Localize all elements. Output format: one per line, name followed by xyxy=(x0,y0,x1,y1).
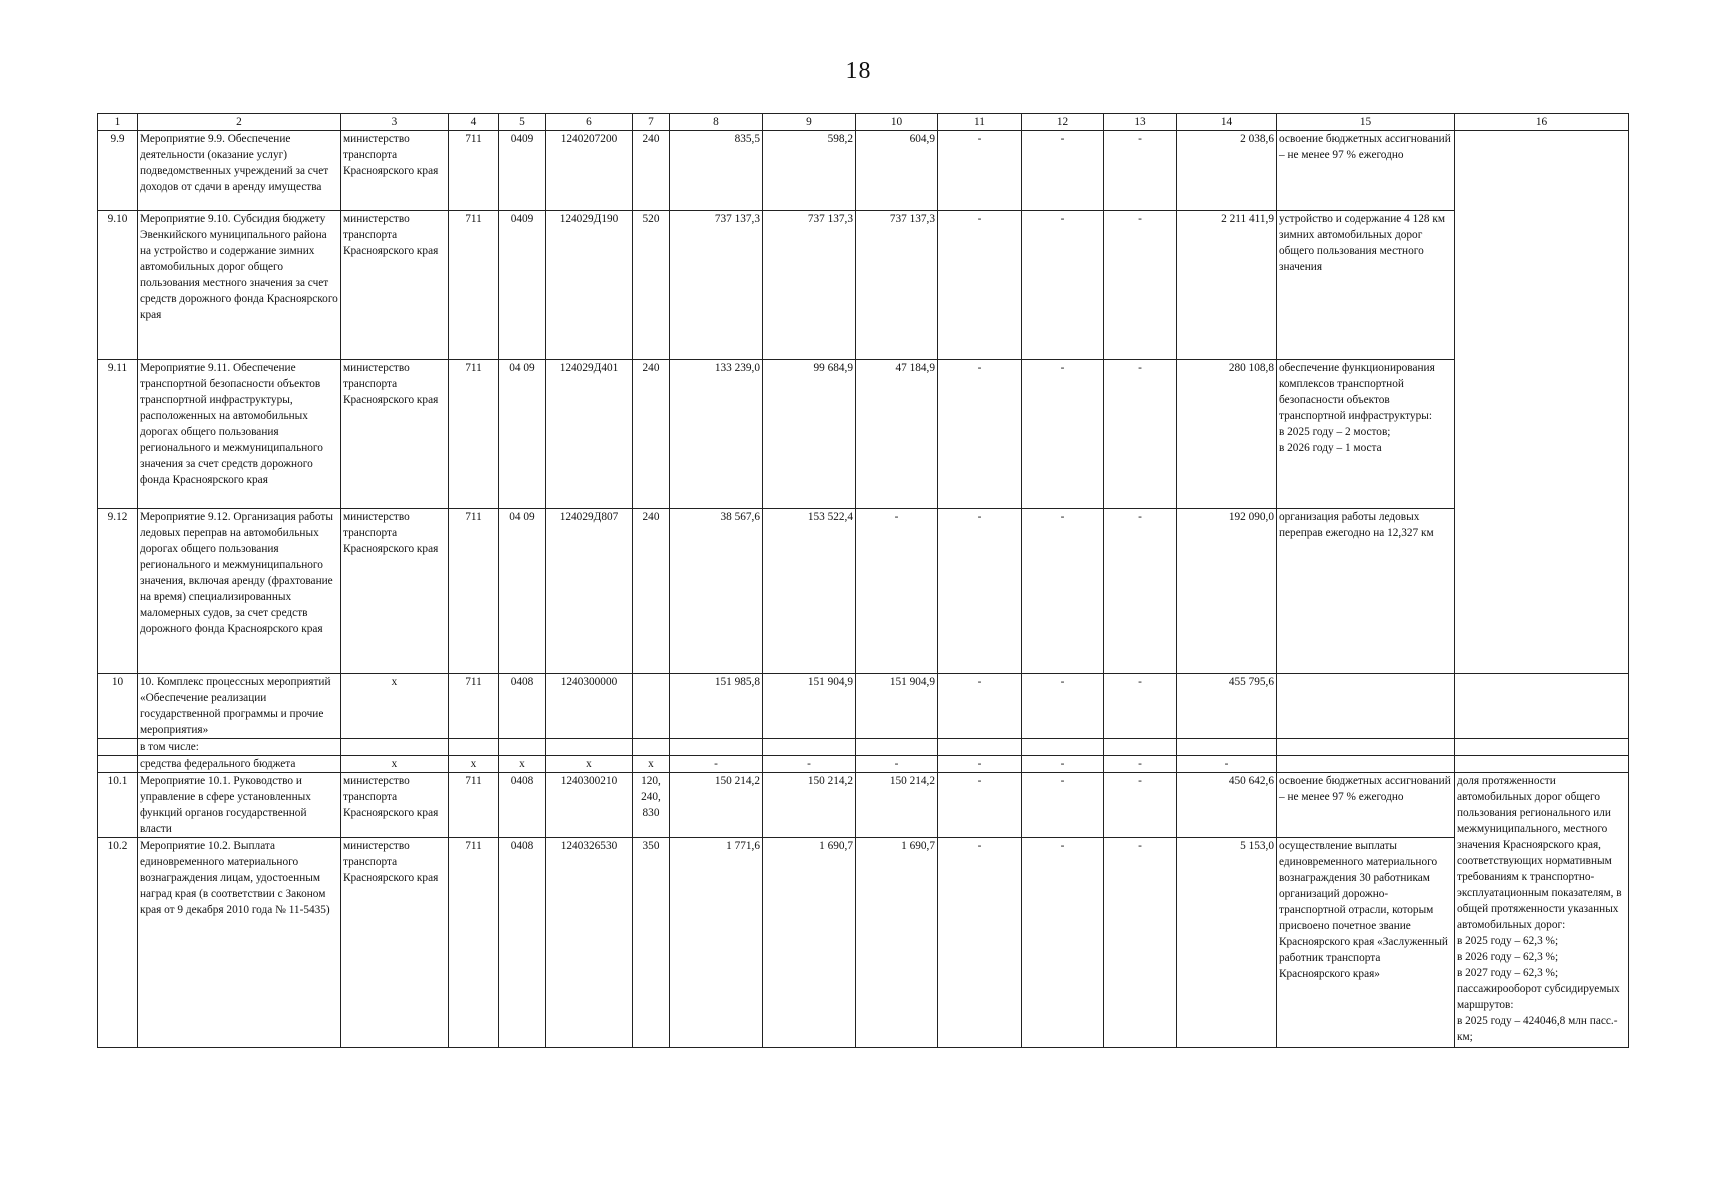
row-number xyxy=(98,756,138,773)
cell xyxy=(1277,739,1455,756)
activity-name: Мероприятие 10.2. Выплата единовременного материального вознаграждения лицам, удостоенным наград края (в соответствии с Законом края от 9 декабря 2010 года № 11-5435) xyxy=(138,838,341,1048)
responsible-executor: министерство транспорта Красноярского края xyxy=(341,131,449,211)
target-article-code: 1240326530 xyxy=(546,838,633,1048)
amount-col-13: - xyxy=(1104,131,1177,211)
grbs-code: 711 xyxy=(449,360,499,509)
indicator-cell xyxy=(1455,674,1629,739)
grbs-code: 711 xyxy=(449,773,499,838)
amount-2025: 1 771,6 xyxy=(670,838,763,1048)
amount-col-11: - xyxy=(938,509,1022,674)
amount-total: 455 795,6 xyxy=(1177,674,1277,739)
section-code: 0409 xyxy=(499,211,546,360)
amount-2026: 737 137,3 xyxy=(763,211,856,360)
column-header: 14 xyxy=(1177,114,1277,131)
amount-col-13: - xyxy=(1104,211,1177,360)
expected-result xyxy=(1277,674,1455,739)
amount-total: 192 090,0 xyxy=(1177,509,1277,674)
amount-col-12: - xyxy=(1022,674,1104,739)
activity-name: Мероприятие 9.9. Обеспечение деятельности (оказание услуг) подведомственных учреждений за счет доходов от сдачи в аренду имущества xyxy=(138,131,341,211)
amount-col-12: - xyxy=(1022,773,1104,838)
target-article-code: 124029Д807 xyxy=(546,509,633,674)
row-number xyxy=(98,739,138,756)
table-row xyxy=(98,838,1629,1048)
section-code: 0408 xyxy=(499,773,546,838)
grbs-code: 711 xyxy=(449,211,499,360)
target-article-code: 1240300210 xyxy=(546,773,633,838)
column-header: 11 xyxy=(938,114,1022,131)
expected-result: устройство и содержание 4 128 км зимних автомобильных дорог общего пользования местного значения xyxy=(1277,211,1455,360)
cell xyxy=(449,739,499,756)
page-number: 18 xyxy=(845,58,872,84)
row-number: 9.9 xyxy=(98,131,138,211)
column-header: 9 xyxy=(763,114,856,131)
expected-result: освоение бюджетных ассигнований – не менее 97 % ежегодно xyxy=(1277,773,1455,838)
section-code: 0409 xyxy=(499,131,546,211)
activity-name: 10. Комплекс процессных мероприятий «Обеспечение реализации государственной программы и прочие мероприятия» xyxy=(138,674,341,739)
amount-col-11: - xyxy=(938,674,1022,739)
cell xyxy=(633,739,670,756)
amount-col-11: - xyxy=(938,131,1022,211)
amount-total: 280 108,8 xyxy=(1177,360,1277,509)
amount-2027: 604,9 xyxy=(856,131,938,211)
cell: - xyxy=(763,756,856,773)
grbs-code: 711 xyxy=(449,674,499,739)
cell: х xyxy=(499,756,546,773)
column-header: 3 xyxy=(341,114,449,131)
expected-result: освоение бюджетных ассигнований – не менее 97 % ежегодно xyxy=(1277,131,1455,211)
column-header: 12 xyxy=(1022,114,1104,131)
cell xyxy=(670,739,763,756)
cell xyxy=(763,739,856,756)
row-number: 10.2 xyxy=(98,838,138,1048)
cell xyxy=(1177,739,1277,756)
amount-2026: 598,2 xyxy=(763,131,856,211)
expense-type-code: 520 xyxy=(633,211,670,360)
cell: - xyxy=(1022,756,1104,773)
section-code: 0408 xyxy=(499,674,546,739)
table-row xyxy=(98,131,1629,211)
responsible-executor: министерство транспорта Красноярского края xyxy=(341,211,449,360)
responsible-executor: министерство транспорта Красноярского края xyxy=(341,509,449,674)
cell: х xyxy=(546,756,633,773)
expense-type-code: 350 xyxy=(633,838,670,1048)
table-row xyxy=(98,773,1629,838)
amount-col-11: - xyxy=(938,360,1022,509)
column-number-row xyxy=(98,114,1629,131)
target-article-code: 1240207200 xyxy=(546,131,633,211)
amount-2025: 150 214,2 xyxy=(670,773,763,838)
amount-2027: 47 184,9 xyxy=(856,360,938,509)
table-row xyxy=(98,674,1629,739)
amount-2025: 38 567,6 xyxy=(670,509,763,674)
row-number: 9.10 xyxy=(98,211,138,360)
cell xyxy=(1455,756,1629,773)
amount-2027: 737 137,3 xyxy=(856,211,938,360)
indicator-block: доля протяженности автомобильных дорог общего пользования регионального или межмуниципального, местного значения Красноярского края, соответствующих нормативным требованиям к транспортно-эксплуатационным показателям, в общей протяженности указанных автомобильных дорог: в 2025 году – 62,3 %; в 2026 году – 62,3 %; в 2027 году – 62,3 %; пассажирооборот субсидируемых маршрутов: в 2025 году – 424046,8 млн пасс.-км; xyxy=(1455,773,1629,1048)
amount-2026: 153 522,4 xyxy=(763,509,856,674)
amount-2026: 99 684,9 xyxy=(763,360,856,509)
cell xyxy=(499,739,546,756)
column-header: 16 xyxy=(1455,114,1629,131)
cell xyxy=(1022,739,1104,756)
table-row xyxy=(98,509,1629,674)
activity-name: Мероприятие 9.11. Обеспечение транспортной безопасности объектов транспортной инфраструктуры, расположенных на автомобильных дорогах общего пользования регионального и межмуниципального значения за счет средств дорожного фонда Красноярского края xyxy=(138,360,341,509)
amount-total: 2 211 411,9 xyxy=(1177,211,1277,360)
target-article-code: 1240300000 xyxy=(546,674,633,739)
amount-total: 5 153,0 xyxy=(1177,838,1277,1048)
amount-2027: 151 904,9 xyxy=(856,674,938,739)
amount-col-11: - xyxy=(938,838,1022,1048)
column-header: 13 xyxy=(1104,114,1177,131)
activity-name: средства федерального бюджета xyxy=(138,756,341,773)
program-activities-table xyxy=(97,113,1629,1048)
amount-col-13: - xyxy=(1104,509,1177,674)
amount-total: 2 038,6 xyxy=(1177,131,1277,211)
column-header: 1 xyxy=(98,114,138,131)
amount-2025: 151 985,8 xyxy=(670,674,763,739)
amount-col-13: - xyxy=(1104,674,1177,739)
amount-col-12: - xyxy=(1022,360,1104,509)
cell xyxy=(938,739,1022,756)
row-number: 9.12 xyxy=(98,509,138,674)
grbs-code: 711 xyxy=(449,131,499,211)
cell xyxy=(546,739,633,756)
grbs-code: 711 xyxy=(449,838,499,1048)
column-header: 7 xyxy=(633,114,670,131)
row-number: 10 xyxy=(98,674,138,739)
amount-col-12: - xyxy=(1022,131,1104,211)
cell: х xyxy=(633,756,670,773)
table-row xyxy=(98,360,1629,509)
amount-col-13: - xyxy=(1104,838,1177,1048)
amount-total: 450 642,6 xyxy=(1177,773,1277,838)
column-header: 4 xyxy=(449,114,499,131)
activity-name: Мероприятие 9.10. Субсидия бюджету Эвенкийского муниципального района на устройство и содержание зимних автомобильных дорог общего пользования местного значения за счет средств дорожного фонда Красноярского края xyxy=(138,211,341,360)
cell xyxy=(1277,756,1455,773)
amount-col-13: - xyxy=(1104,773,1177,838)
amount-2027: - xyxy=(856,509,938,674)
cell xyxy=(1455,739,1629,756)
expected-result: обеспечение функционирования комплексов транспортной безопасности объектов транспортной инфраструктуры: в 2025 году – 2 мостов; в 2026 году – 1 моста xyxy=(1277,360,1455,509)
table-row xyxy=(98,211,1629,360)
expected-result: осуществление выплаты единовременного материального вознаграждения 30 работникам организаций дорожно-транспортной отрасли, которым присвоено почетное звание Красноярского края «Заслуженный работник транспорта Красноярского края» xyxy=(1277,838,1455,1048)
cell: - xyxy=(856,756,938,773)
amount-col-12: - xyxy=(1022,509,1104,674)
row-number: 9.11 xyxy=(98,360,138,509)
expense-type-code xyxy=(633,674,670,739)
cell: - xyxy=(1104,756,1177,773)
responsible-executor: министерство транспорта Красноярского края xyxy=(341,360,449,509)
expense-type-code: 240 xyxy=(633,131,670,211)
amount-2027: 150 214,2 xyxy=(856,773,938,838)
section-code: 04 09 xyxy=(499,509,546,674)
amount-2025: 133 239,0 xyxy=(670,360,763,509)
amount-col-13: - xyxy=(1104,360,1177,509)
amount-2027: 1 690,7 xyxy=(856,838,938,1048)
column-header: 10 xyxy=(856,114,938,131)
target-article-code: 124029Д401 xyxy=(546,360,633,509)
section-code: 04 09 xyxy=(499,360,546,509)
activity-name: в том числе: xyxy=(138,739,341,756)
column-header: 8 xyxy=(670,114,763,131)
amount-2026: 1 690,7 xyxy=(763,838,856,1048)
cell xyxy=(341,739,449,756)
expense-type-code: 120, 240, 830 xyxy=(633,773,670,838)
cell xyxy=(1104,739,1177,756)
amount-col-12: - xyxy=(1022,838,1104,1048)
expected-result: организация работы ледовых переправ ежегодно на 12,327 км xyxy=(1277,509,1455,674)
column-header: 6 xyxy=(546,114,633,131)
table-row xyxy=(98,739,1629,756)
amount-col-11: - xyxy=(938,773,1022,838)
expense-type-code: 240 xyxy=(633,360,670,509)
cell xyxy=(856,739,938,756)
cell: - xyxy=(1177,756,1277,773)
column-header: 5 xyxy=(499,114,546,131)
column-header: 15 xyxy=(1277,114,1455,131)
amount-col-12: - xyxy=(1022,211,1104,360)
amount-2025: 835,5 xyxy=(670,131,763,211)
cell: х xyxy=(341,756,449,773)
grbs-code: 711 xyxy=(449,509,499,674)
indicator-block xyxy=(1455,131,1629,674)
amount-2025: 737 137,3 xyxy=(670,211,763,360)
column-header: 2 xyxy=(138,114,341,131)
activity-name: Мероприятие 10.1. Руководство и управление в сфере установленных функций органов государственной власти xyxy=(138,773,341,838)
responsible-executor: министерство транспорта Красноярского края xyxy=(341,773,449,838)
amount-2026: 150 214,2 xyxy=(763,773,856,838)
expense-type-code: 240 xyxy=(633,509,670,674)
cell: - xyxy=(938,756,1022,773)
target-article-code: 124029Д190 xyxy=(546,211,633,360)
cell: - xyxy=(670,756,763,773)
responsible-executor: министерство транспорта Красноярского края xyxy=(341,838,449,1048)
cell: х xyxy=(449,756,499,773)
amount-col-11: - xyxy=(938,211,1022,360)
row-number: 10.1 xyxy=(98,773,138,838)
amount-2026: 151 904,9 xyxy=(763,674,856,739)
responsible-executor: х xyxy=(341,674,449,739)
section-code: 0408 xyxy=(499,838,546,1048)
table-row xyxy=(98,756,1629,773)
activity-name: Мероприятие 9.12. Организация работы ледовых переправ на автомобильных дорогах общего пользования регионального и межмуниципального значения, включая аренду (фрахтование на время) специализированных маломерных судов, за счет средств дорожного фонда Красноярского края xyxy=(138,509,341,674)
